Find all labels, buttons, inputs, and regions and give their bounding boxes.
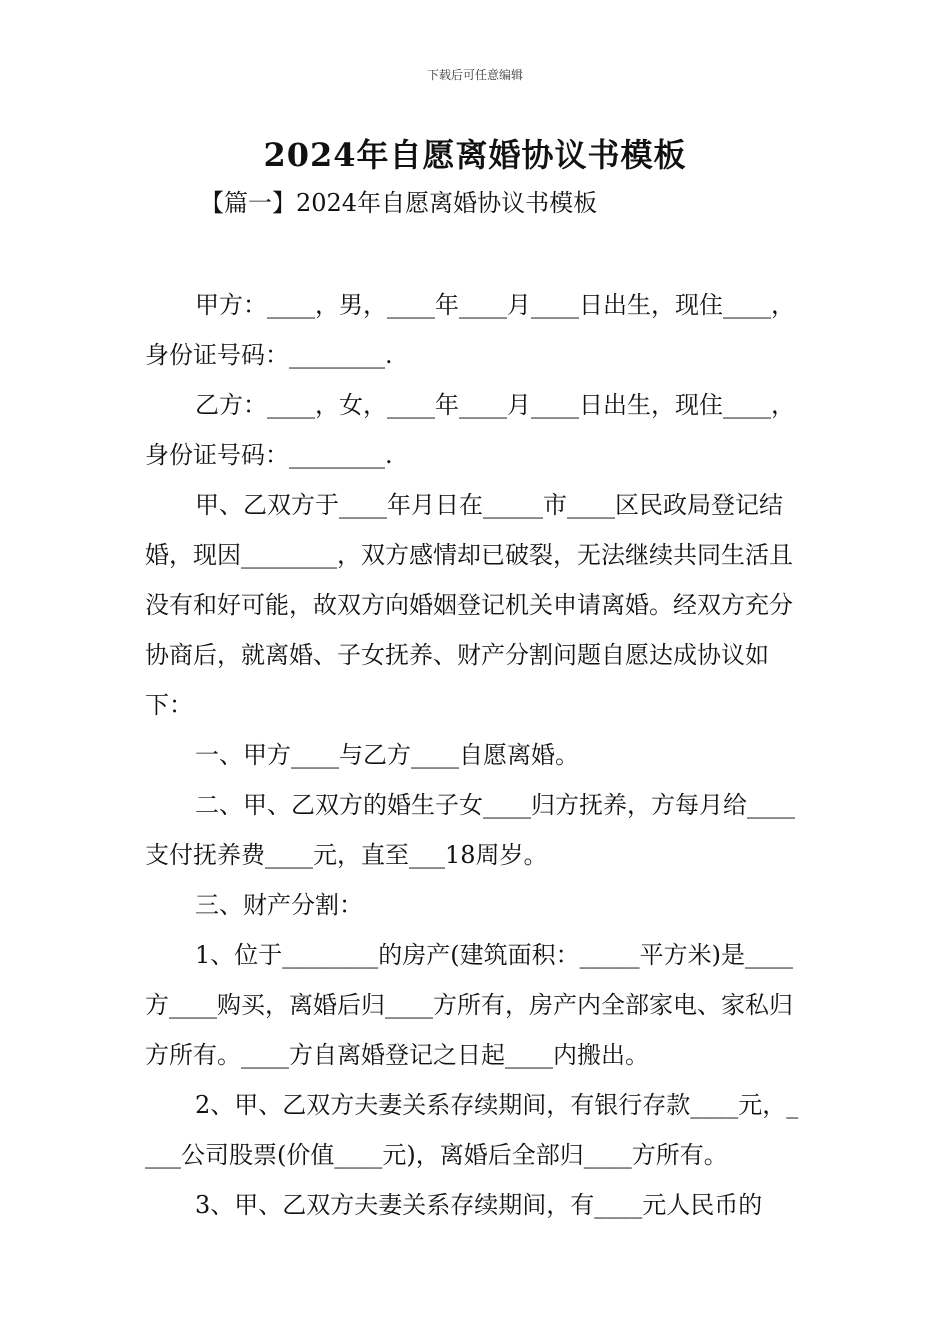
paragraph-property-3: 3、甲、乙双方夫妻关系存续期间，有____元人民币的 xyxy=(195,1191,763,1219)
paragraph-party-a: 甲方：____，男，____年____月____日出生，现住____，身份证号码：________. xyxy=(145,291,795,369)
document-title: 2024年自愿离婚协议书模板 xyxy=(263,136,687,174)
paragraph-clause-3: 三、财产分割： xyxy=(195,891,363,919)
paragraph-clause-2: 二、甲、乙双方的婚生子女____归方抚养，方每月给____支付抚养费____元，直至___18周岁。 xyxy=(145,791,795,869)
paragraph-party-b: 乙方：____，女，____年____月____日出生，现住____，身份证号码：________. xyxy=(145,391,795,469)
section-subtitle: 【篇一】2024年自愿离婚协议书模板 xyxy=(200,189,598,217)
header-note: 下载后可任意编辑 xyxy=(426,68,523,82)
paragraph-property-2: 2、甲、乙双方夫妻关系存续期间，有银行存款____元，____公司股票(价值____元)，离婚后全部归____方所有。 xyxy=(145,1091,799,1169)
document-body xyxy=(145,280,810,1230)
paragraph-clause-1: 一、甲方____与乙方____自愿离婚。 xyxy=(195,741,579,769)
paragraph-property-1: 1、位于________的房产(建筑面积：_____平方米)是____方____购买，离婚后归____方所有，房产内全部家电、家私归方所有。____方自离婚登记之日起____内搬出。 xyxy=(145,941,793,1069)
paragraph-background: 甲、乙双方于____年月日在_____市____区民政局登记结婚，现因________，双方感情却已破裂，无法继续共同生活且没有和好可能，故双方向婚姻登记机关申请离婚。经双方充分协商后，就离婚、子女抚养、财产分割问题自愿达成协议如下： xyxy=(145,491,793,719)
